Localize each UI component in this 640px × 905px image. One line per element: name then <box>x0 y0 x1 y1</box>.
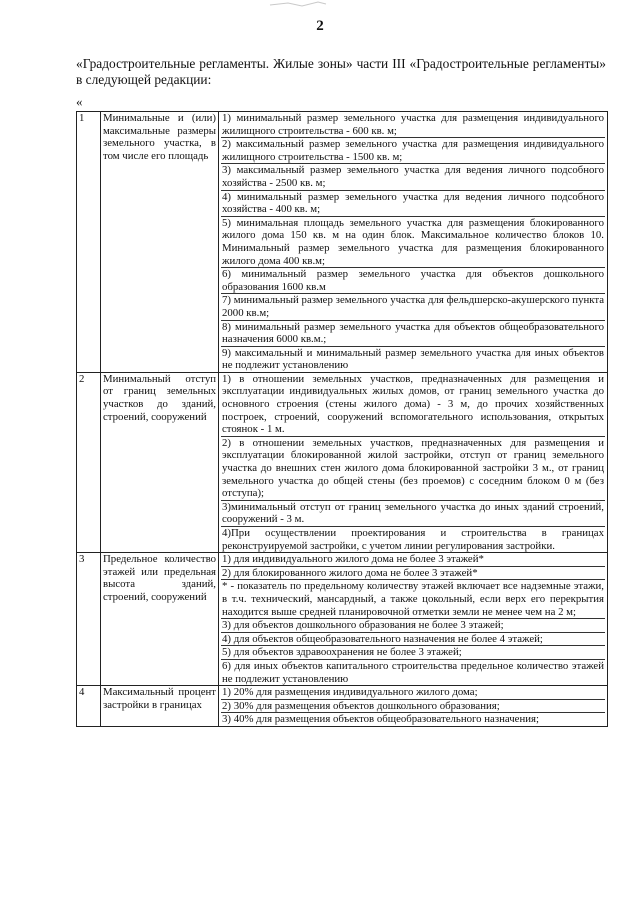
row-number: 4 <box>77 686 101 727</box>
value-item: 1) 20% для размещения индивидуального жилого дома; <box>221 686 605 700</box>
parameter-name: Предельное количество этажей или предельная высота зданий, строений, сооружений <box>101 553 219 686</box>
value-item: 4) для объектов общеобразовательного назначения не более 4 этажей; <box>221 633 605 647</box>
value-item: 6) минимальный размер земельного участка для объектов дошкольного образования 1600 кв.м <box>222 268 604 293</box>
row-number: 1 <box>77 112 101 373</box>
parameter-name: Минимальный отступ от границ земельных участков до зданий, строений, сооружений <box>101 372 219 552</box>
value-item: * - показатель по предельному количеству этажей включает все надземные этажи, в т.ч. технический, мансардный, а также цокольный, если верх его перекрытия находится выше средней планировочной отметки земли не менее чем на 2 м; <box>222 580 604 618</box>
value-item: 3) максимальный размер земельного участка для ведения личного подсобного хозяйства - 2500 кв. м; <box>222 164 604 189</box>
value-item: 4)При осуществлении проектирования и строительства в границах реконструируемой застройки, с учетом линии регулирования застройки. <box>222 527 604 552</box>
parameter-name: Максимальный процент застройки в границах <box>101 686 219 727</box>
value-item: 2) максимальный размер земельного участка для размещения индивидуального жилищного строительства - 1500 кв. м; <box>222 138 604 163</box>
value-item: 8) минимальный размер земельного участка для объектов общеобразовательного назначения 6000 кв.м.; <box>222 320 604 346</box>
regulations-table-body <box>77 112 608 727</box>
parameter-values <box>219 686 608 727</box>
value-item: 1) в отношении земельных участков, предназначенных для размещения и эксплуатации индивидуальных жилых домов, от границ земельного участка до основного строения (стены жилого дома) - 3 м, до прочих хозяйственных построек, строений, сооружений вспомогательного использования, открытых стоянок - 1 м. <box>222 372 604 436</box>
parameter-values <box>219 553 608 686</box>
value-item: 1) минимальный размер земельного участка для размещения индивидуального жилищного строительства - 600 кв. м; <box>222 112 604 137</box>
opening-quote-mark: « <box>76 94 83 109</box>
value-item: 5) для объектов здравоохранения не более 3 этажей; <box>221 646 605 660</box>
value-item: 7) минимальный размер земельного участка для фельдшерско-акушерского пункта 2000 кв.м; <box>222 294 604 319</box>
intro-paragraph: «Градостроительные регламенты. Жилые зоны» части III «Градостроительные регламенты» в следующей редакции: <box>76 56 606 87</box>
page-number: 2 <box>316 18 324 34</box>
value-item: 4) минимальный размер земельного участка для ведения личного подсобного хозяйства - 400 кв. м; <box>222 190 604 216</box>
value-item: 9) максимальный и минимальный размер земельного участка для иных объектов не подлежит установлению <box>222 346 604 372</box>
value-item: 2) для блокированного жилого дома не более 3 этажей* <box>221 567 605 581</box>
parameter-values <box>219 372 608 552</box>
value-item: 3) 40% для размещения объектов общеобразовательного назначения; <box>222 713 539 726</box>
value-item: 3)минимальный отступ от границ земельного участка до иных зданий строений, сооружений - 3 м. <box>222 500 604 526</box>
value-item: 6) для иных объектов капитального строительства предельное количество этажей не подлежит установлению <box>222 659 604 685</box>
parameter-values <box>219 112 608 373</box>
value-item: 1) для индивидуального жилого дома не более 3 этажей* <box>221 553 605 567</box>
value-item: 2) 30% для размещения объектов дошкольного образования; <box>221 700 605 714</box>
parameter-name: Минимальные и (или) максимальные размеры земельного участка, в том числе его площадь <box>101 112 219 373</box>
table-row <box>77 686 608 727</box>
value-item: 5) минимальная площадь земельного участка для размещения блокированного жилого дома 150 кв. м на один блок. Максимальное количество блоков 10. Минимальный размер земельного участка для размещения блокированного жилого дома 400 кв.м; <box>222 216 604 267</box>
value-item: 2) в отношении земельных участков, предназначенных для размещения и эксплуатации блокированной жилой застройки, отступ от границ земельного участка до внешних стен жилого дома блокированной застройки 3 м., от границ земельного участка до общей стены (без проемов) с соседним блоком 0 м (без отступа); <box>222 436 604 500</box>
row-number: 3 <box>77 553 101 686</box>
value-item: 3) для объектов дошкольного образования не более 3 этажей; <box>221 619 605 633</box>
table-row <box>77 372 608 552</box>
scan-artifact <box>268 0 328 8</box>
row-number: 2 <box>77 372 101 552</box>
table-row <box>77 112 608 373</box>
regulations-table <box>76 111 608 727</box>
table-row <box>77 553 608 686</box>
